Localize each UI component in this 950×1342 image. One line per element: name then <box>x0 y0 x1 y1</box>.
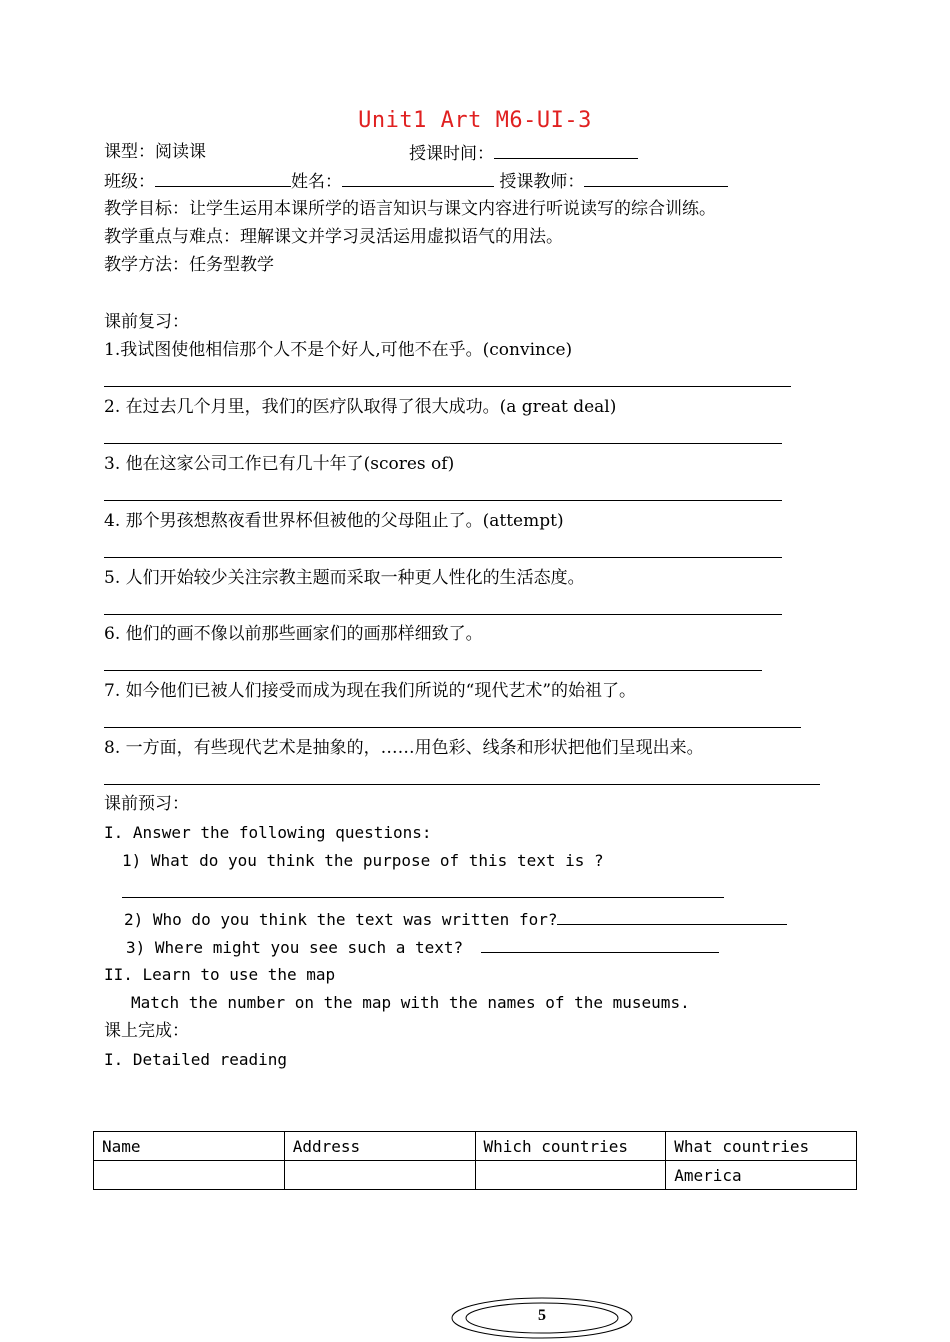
detailed-reading-table <box>93 1131 857 1190</box>
answer-line-7[interactable] <box>104 727 801 728</box>
key-points: 教学重点与难点：理解课文并学习灵活运用虚拟语气的用法。 <box>104 227 563 247</box>
inclass-part-1: I. Detailed reading <box>104 1050 288 1069</box>
answer-line-5[interactable] <box>104 614 782 615</box>
class-blank[interactable] <box>155 168 291 187</box>
preview-heading: 课前预习： <box>104 794 189 814</box>
review-heading: 课前复习： <box>104 312 189 332</box>
answer-line-3[interactable] <box>104 500 782 501</box>
question-3: 3) Where might you see such a text? <box>126 938 464 957</box>
cell-name[interactable] <box>94 1161 285 1190</box>
table-header-row <box>94 1132 857 1161</box>
teacher-blank[interactable] <box>584 168 728 187</box>
review-item-6: 6. 他们的画不像以前那些画家们的画那样细致了。 <box>104 624 483 644</box>
header-address: Address <box>284 1132 475 1161</box>
preview-part-1: I. Answer the following questions: <box>104 823 432 842</box>
review-item-7: 7. 如今他们已被人们接受而成为现在我们所说的“现代艺术”的始祖了。 <box>104 681 637 701</box>
answer-line-1[interactable] <box>104 386 791 387</box>
course-type-line <box>104 140 206 164</box>
name-blank[interactable] <box>342 168 494 187</box>
answer-line-4[interactable] <box>104 557 782 558</box>
question-2: 2) Who do you think the text was written for? <box>124 910 558 929</box>
question-1: 1) What do you think the purpose of this text is ? <box>122 851 604 870</box>
answer-blank-q3[interactable] <box>481 934 719 953</box>
review-item-4: 4. 那个男孩想熬夜看世界杯但被他的父母阻止了。(attempt) <box>104 511 564 531</box>
course-type: 课型：阅读课 <box>104 142 206 162</box>
header-what-countries: What countries <box>666 1132 857 1161</box>
answer-line-2[interactable] <box>104 443 782 444</box>
page-number-badge <box>450 1296 634 1340</box>
review-item-1: 1.我试图使他相信那个人不是个好人,可他不在乎。(convince) <box>104 340 573 360</box>
cell-which-countries[interactable] <box>475 1161 666 1190</box>
preview-part-2: II. Learn to use the map <box>104 965 336 984</box>
table-row <box>94 1161 857 1190</box>
teaching-objective: 教学目标：让学生运用本课所学的语言知识与课文内容进行听说读写的综合训练。 <box>104 199 716 219</box>
review-item-3: 3. 他在这家公司工作已有几十年了(scores of) <box>104 454 455 474</box>
answer-line-6[interactable] <box>104 670 762 671</box>
page-title: Unit1 Art M6-UI-3 <box>358 108 592 133</box>
question-2-line <box>124 906 787 932</box>
map-instruction: Match the number on the map with the names of the museums. <box>131 993 690 1012</box>
answer-line-8[interactable] <box>104 784 820 785</box>
review-item-5: 5. 人们开始较少关注宗教主题而采取一种更人性化的生活态度。 <box>104 568 585 588</box>
teach-time-line <box>409 140 638 166</box>
page-number: 5 <box>538 1307 546 1324</box>
question-3-line <box>126 934 719 960</box>
name-label: 姓名： <box>291 172 342 192</box>
review-item-8: 8. 一方面，有些现代艺术是抽象的，……用色彩、线条和形状把他们呈现出来。 <box>104 738 704 758</box>
header-name: Name <box>94 1132 285 1161</box>
header-which-countries: Which countries <box>475 1132 666 1161</box>
answer-blank-q2[interactable] <box>557 906 787 925</box>
teach-time-blank[interactable] <box>494 140 638 159</box>
class-name-teacher-line <box>104 168 728 194</box>
inclass-heading: 课上完成： <box>104 1021 189 1041</box>
review-item-2: 2. 在过去几个月里，我们的医疗队取得了很大成功。(a great deal) <box>104 397 617 417</box>
teach-time-label: 授课时间： <box>409 144 494 164</box>
cell-address[interactable] <box>284 1161 475 1190</box>
teacher-label: 授课教师： <box>499 172 585 192</box>
answer-line-q1[interactable] <box>122 897 724 898</box>
teaching-method: 教学方法：任务型教学 <box>104 255 274 275</box>
cell-what-countries[interactable]: America <box>666 1161 857 1190</box>
class-label: 班级： <box>104 172 155 192</box>
